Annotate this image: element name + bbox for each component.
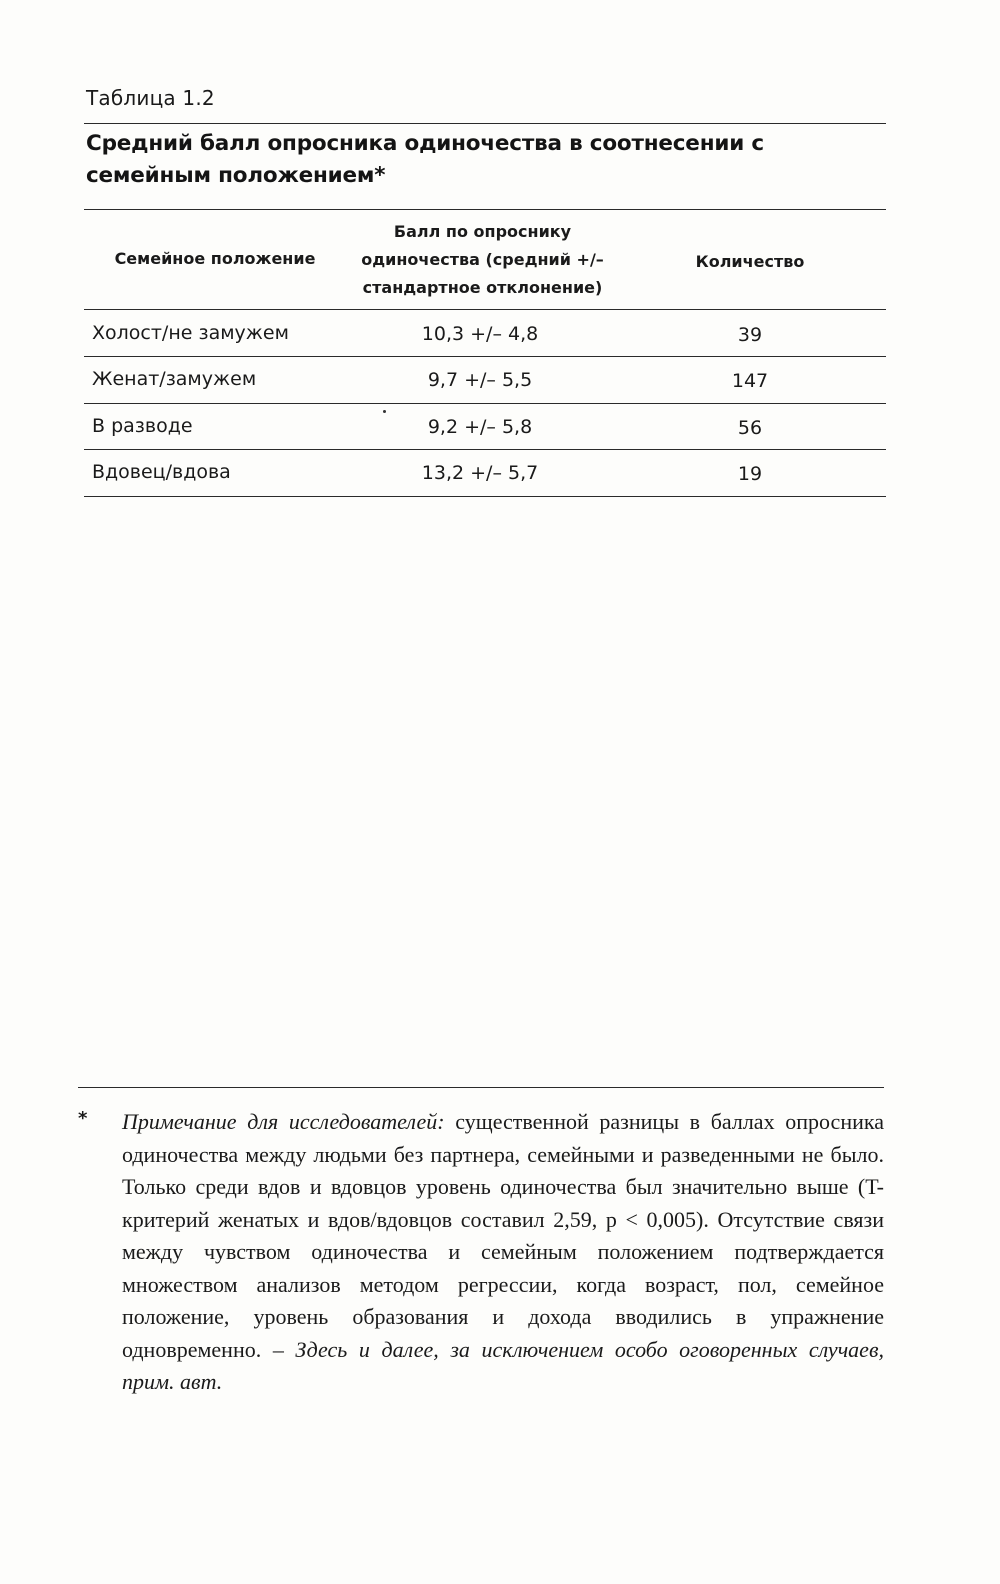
header-bottom-rule	[84, 309, 886, 310]
footnote-lead: Примечание для исследователей:	[122, 1109, 445, 1134]
print-speck	[383, 410, 386, 413]
row-4-score: 13,2 +/– 5,7	[421, 462, 539, 484]
row-1-rule	[84, 356, 886, 357]
row-3-status: В разводе	[92, 415, 193, 437]
header-loneliness-score: Балл по опроснику одиночества (средний +/– стандартное отклонение)	[361, 222, 604, 297]
row-2-count: 147	[731, 370, 769, 392]
footnote-text	[122, 1106, 884, 1399]
footnote-body: существенной разницы в баллах опросника одиночества между людьми без партнера, семейными и разведенными не было. Только среди вдов и вдовцов уровень одиночества был значительно выше (T-критерий женатых и вдов/вдовцов составил 2,59, p < 0,005). Отсутствие связи между чувством одиночества и семейным положением подтверждается множеством анализов методом регрессии, когда возраст, пол, семейное положение, уровень образования и дохода вводились в упражнение одновременно. –	[122, 1109, 884, 1362]
table-label: Таблица 1.2	[86, 86, 215, 110]
row-1-status: Холост/не замужем	[92, 322, 289, 344]
row-2-score: 9,7 +/– 5,5	[427, 369, 533, 391]
row-1-score: 10,3 +/– 4,8	[421, 323, 539, 345]
row-3-score: 9,2 +/– 5,8	[427, 416, 533, 438]
row-1-count: 39	[737, 324, 763, 346]
footnote-tail: Здесь и далее, за исключением особо оговоренных случаев, прим. авт.	[122, 1336, 884, 1394]
table-title: Средний балл опросника одиночества в соотнесении с семейным положением*	[86, 131, 764, 188]
header-top-rule	[84, 209, 886, 210]
header-count: Количество	[695, 252, 805, 271]
header-marital-status: Семейное положение	[114, 249, 316, 268]
title-top-rule	[84, 123, 886, 124]
footnote-marker: *	[78, 1108, 88, 1129]
footnote-separator	[78, 1087, 884, 1088]
row-2-rule	[84, 403, 886, 404]
row-4-count: 19	[737, 463, 763, 485]
row-4-status: Вдовец/вдова	[92, 461, 231, 483]
row-2-status: Женат/замужем	[92, 368, 257, 390]
table-bottom-rule	[84, 496, 886, 497]
row-3-rule	[84, 449, 886, 450]
row-3-count: 56	[737, 417, 763, 439]
